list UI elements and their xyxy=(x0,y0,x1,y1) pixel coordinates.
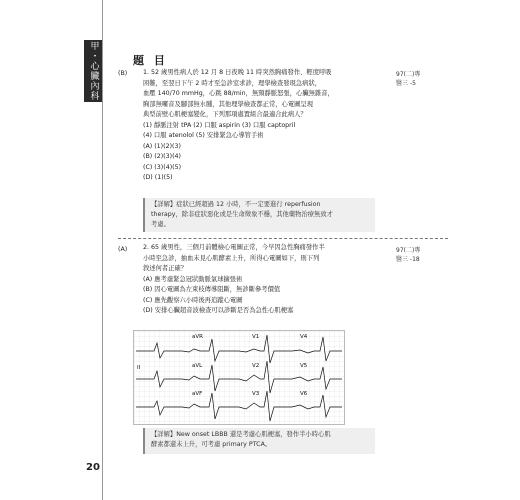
choice: (A) (1)(2)(3) xyxy=(143,142,181,150)
page-title: 題 目 xyxy=(133,54,168,67)
choice: (C) (3)(4)(5) xyxy=(143,163,182,171)
explanation-line: 酵素都還未上升，可考慮 primary PTCA。 xyxy=(151,441,272,448)
ecg-lead-label: aVR xyxy=(192,334,203,340)
stem-line: 小時至急診，抽血未見心肌酵素上升，所得心電圖如下，則下列 xyxy=(143,254,320,262)
stem-line: 2. 65 歲男性，三個月前體檢心電圖正常，今早因急性胸痛發作半 xyxy=(143,244,325,251)
ecg-trace xyxy=(134,331,344,424)
question-source xyxy=(396,246,420,264)
explanation-line: 考慮。 xyxy=(151,221,170,228)
ecg-figure xyxy=(133,330,345,425)
source-exam: 97(二)專 xyxy=(396,71,421,78)
choice: (A) 應考慮緊急冠狀動脈氣球擴張術 xyxy=(143,275,243,283)
source-code: 醫三 -18 xyxy=(396,256,420,263)
ecg-lead-label: V2 xyxy=(252,363,260,369)
stem-line: 血壓 140/70 mmHg，心跳 88/min，無頸靜脈怒張，心臟無雜音， xyxy=(143,90,334,97)
stem-line: 困難，至翌日下午 2 時才至急診室求診，理學檢查發現急病狀， xyxy=(143,79,322,87)
choice: (D) 安排心臟超音波檢查可以診斷是否為急性心肌梗塞 xyxy=(143,307,294,314)
option-line: (1) 靜脈注射 tPA (2) 口服 aspirin (3) 口服 captopril xyxy=(143,121,296,129)
answer-key: (B) xyxy=(118,70,128,77)
choice: (D) (1)(5) xyxy=(143,174,173,181)
ecg-lead-label: V3 xyxy=(252,391,260,397)
choice: (C) 應先觀察六小時後再追蹤心電圖 xyxy=(143,296,243,304)
stem-line: 胸部無囉音及腳部無水腫，其他理學檢查都正常，心電圖呈現 xyxy=(143,100,314,108)
answer-key: (A) xyxy=(118,246,128,253)
chapter-tab: 甲・心臟內科 xyxy=(84,40,102,102)
stem-line: 典型前壁心肌梗塞變化，下列那項處置組合最適合此病人？ xyxy=(143,111,307,118)
stem-line: 敘述何者正確？ xyxy=(143,265,188,272)
explanation-box xyxy=(143,428,375,454)
question-stem xyxy=(143,243,373,317)
ecg-lead-label: V4 xyxy=(300,334,308,340)
source-exam: 97(二)專 xyxy=(396,247,421,254)
ecg-lead-label: V6 xyxy=(300,391,308,397)
stem-line: 1. 52 歲男性病人於 12 月 8 日夜晚 11 時突然胸痛發作、輕度呼吸 xyxy=(143,69,332,76)
ecg-lead-label: aVL xyxy=(192,363,203,369)
explanation-box xyxy=(143,198,375,232)
question-source xyxy=(396,70,420,88)
explanation-line: therapy，除非症狀惡化或是生命徵象不穩，其他藥物治療無致才 xyxy=(151,211,333,218)
explanation-line: 【詳解】症狀已經超過 12 小時，不一定要進行 reperfusion xyxy=(151,201,321,208)
ecg-lead-label: V1 xyxy=(252,334,260,340)
question-stem xyxy=(143,68,343,184)
option-line: (4) 口服 atenolol (5) 安排緊急心導管手術 xyxy=(143,132,264,139)
source-code: 醫三 -5 xyxy=(396,80,416,87)
ecg-lead-label: aVF xyxy=(192,391,203,397)
margin-rule xyxy=(102,0,103,500)
page-number: 20 xyxy=(86,462,100,473)
question-divider xyxy=(118,238,448,239)
explanation-line: 【詳解】New onset LBBB 還是考慮心肌梗塞，發作半小時心肌 xyxy=(151,431,331,438)
ecg-lead-label: V5 xyxy=(300,363,308,369)
choice: (B) (2)(3)(4) xyxy=(143,153,181,160)
ecg-lead-label: II xyxy=(137,365,141,371)
choice: (B) 因心電圖為左束枝傳導阻斷，無診斷參考價值 xyxy=(143,286,281,293)
